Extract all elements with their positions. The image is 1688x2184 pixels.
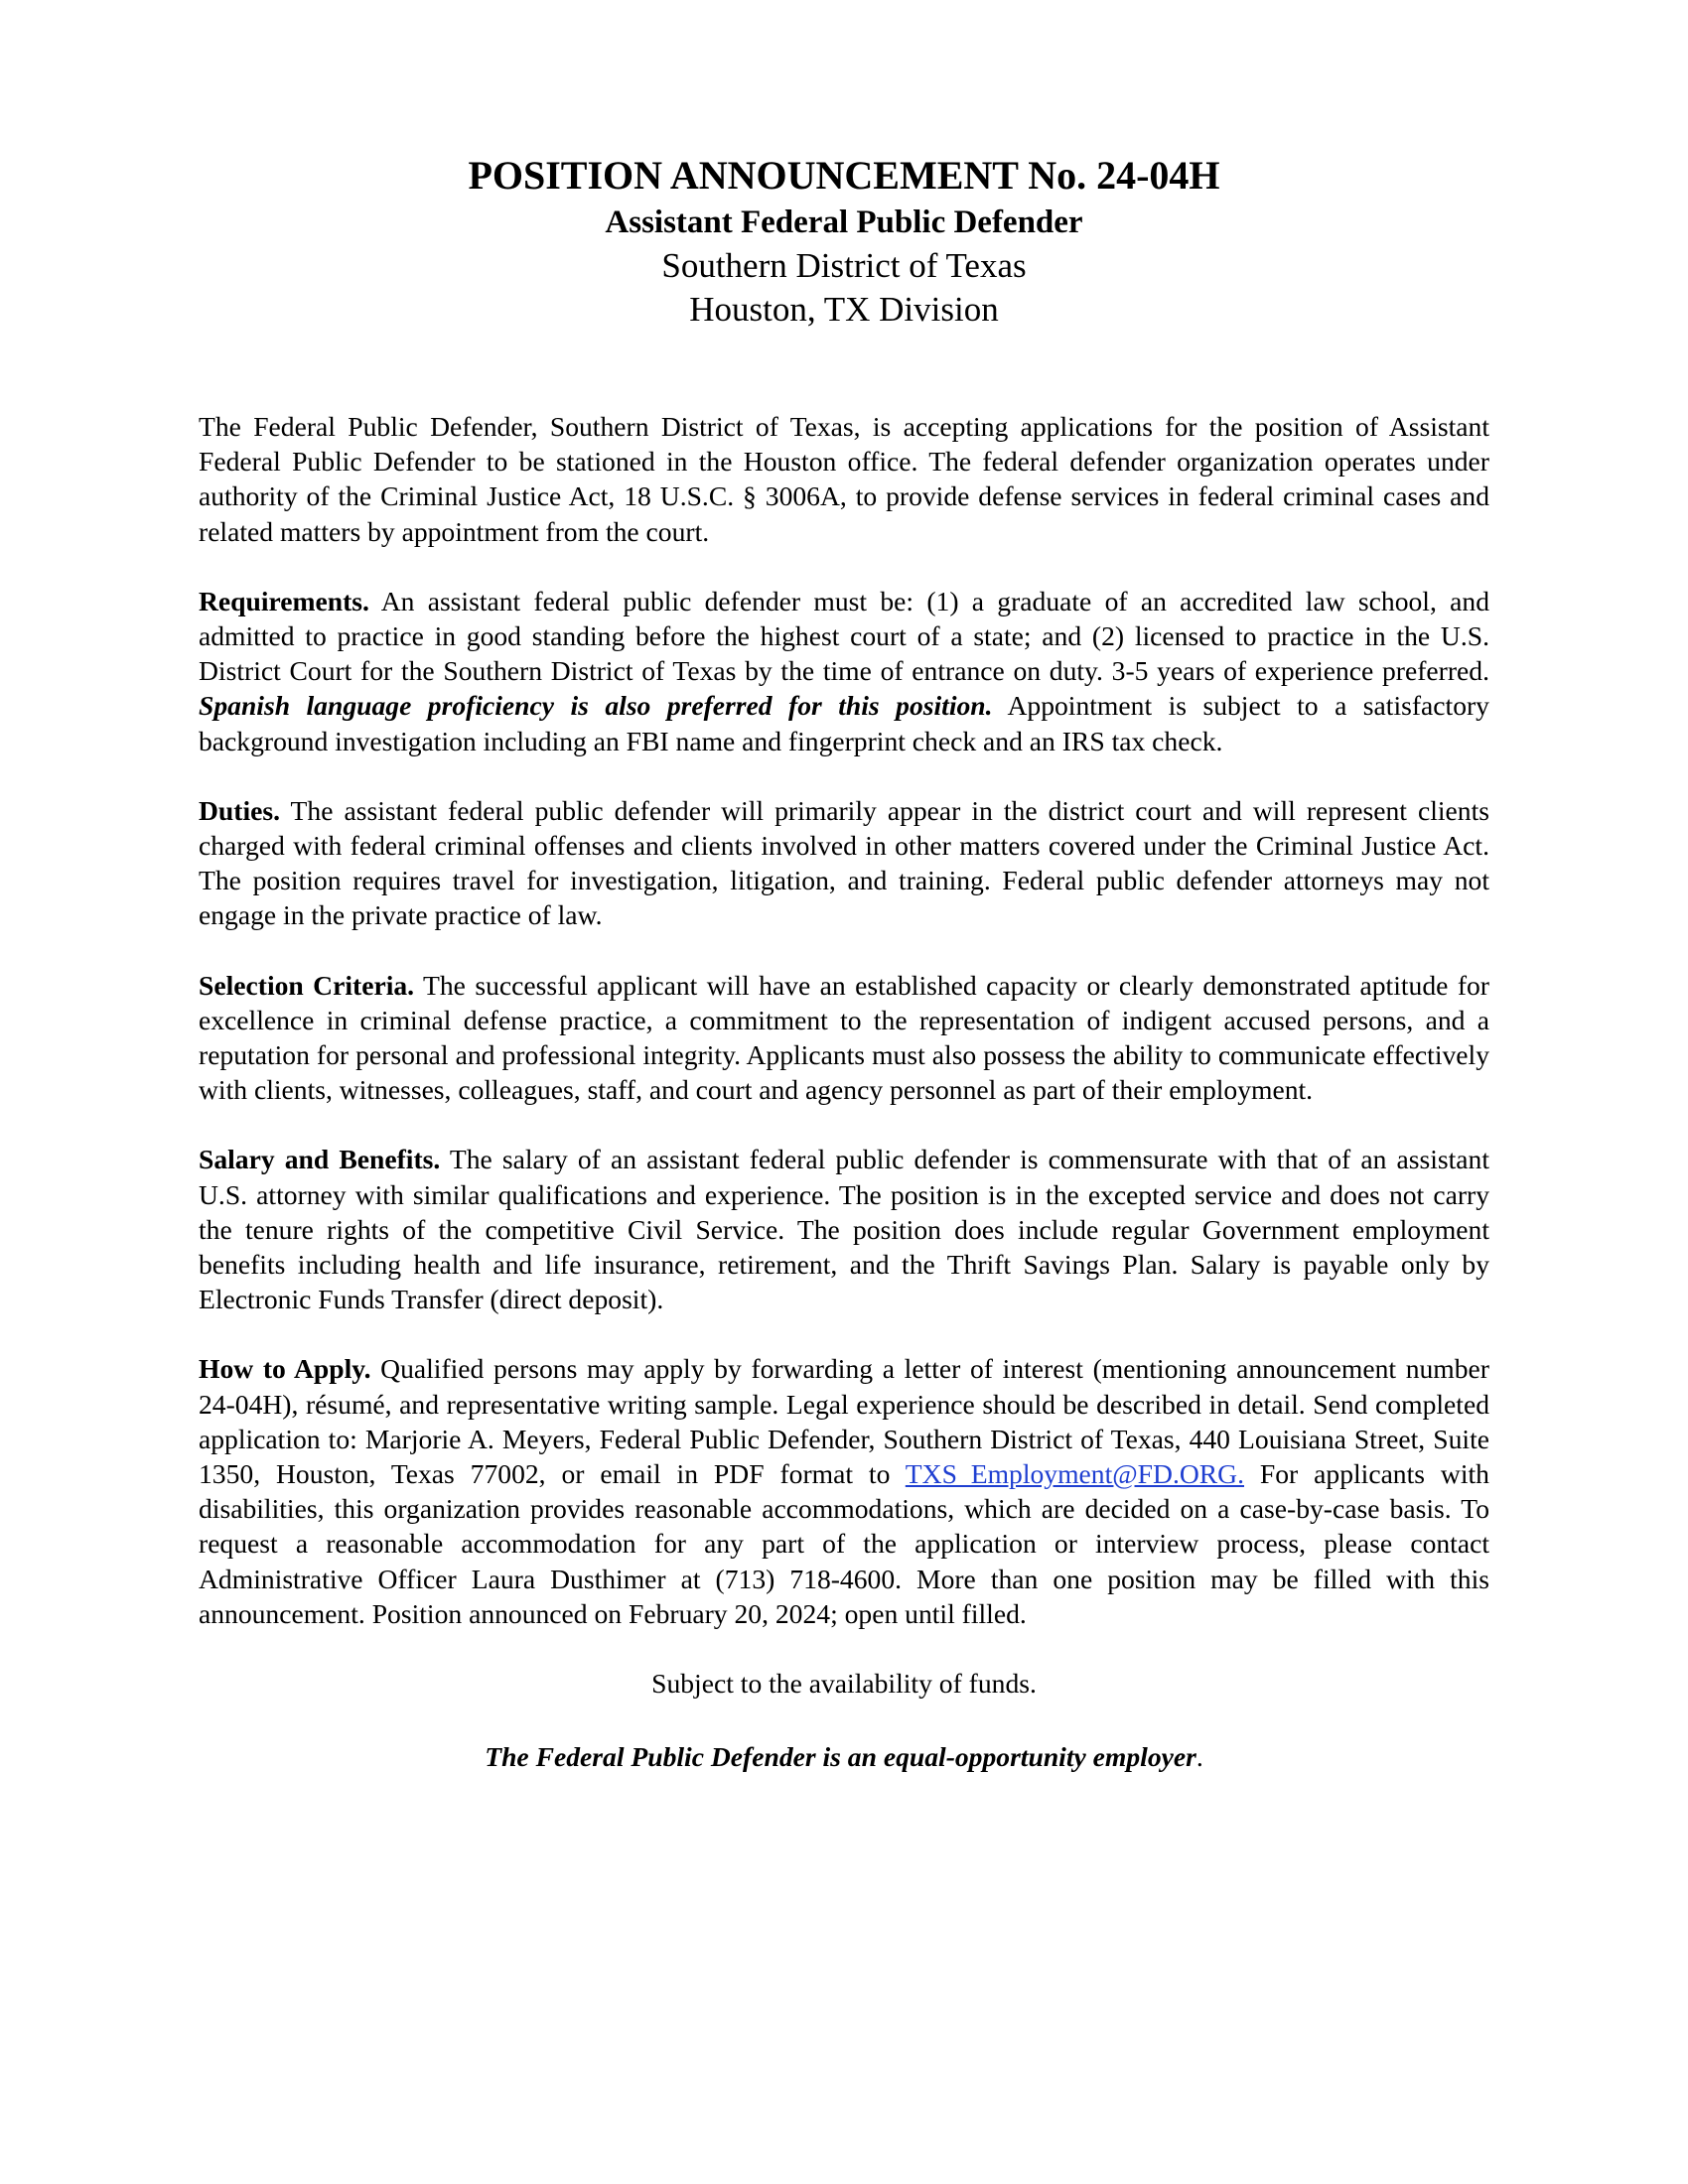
salary-benefits-paragraph [199, 1142, 1489, 1316]
salary-benefits-text: The salary of an assistant federal public defender is commensurate with that of an assistant U.S. attorney with similar qualifications and experience. The position is in the excepted service and does not carry the tenure rights of the competitive Civil Service. The position does include regular Government employment benefits including health and life insurance, retirement, and the Thrift Savings Plan. Salary is payable only by Electronic Funds Transfer (direct deposit). [199, 1144, 1489, 1315]
how-to-apply-text-continued: For applicants with disabilities, this organization provides reasonable accommodations, which are decided on a case-by-case basis. To request a reasonable accommodation for any part of the application or interview process, please contact Administrative Officer Laura Dusthimer at (713) 718-4600. More than one position may be filled with this announcement. Position announced on February 20, 2024; open until filled. [199, 1458, 1489, 1629]
duties-heading: Duties. [199, 794, 281, 826]
announcement-body [199, 409, 1489, 1774]
equal-opportunity-statement [199, 1739, 1489, 1774]
position-title: Assistant Federal Public Defender [605, 205, 1083, 240]
employment-email-link[interactable]: TXS_Employment@FD.ORG. [905, 1458, 1244, 1490]
announcement-title: POSITION ANNOUNCEMENT No. 24-04H [468, 153, 1220, 198]
how-to-apply-paragraph [199, 1351, 1489, 1631]
how-to-apply-heading: How to Apply. [199, 1353, 371, 1385]
salary-benefits-heading: Salary and Benefits. [199, 1144, 441, 1175]
requirements-paragraph [199, 584, 1489, 758]
equal-opportunity-period: . [1196, 1741, 1203, 1773]
equal-opportunity-text: The Federal Public Defender is an equal-opportunity employer [485, 1741, 1196, 1773]
announcement-page [199, 149, 1489, 1774]
requirements-text-continued: Appointment is subject to a satisfactory background investigation including an FBI name and fingerprint check and an IRS tax check. [199, 690, 1489, 756]
spanish-preference-note: Spanish language proficiency is also preferred for this position. [199, 690, 993, 722]
selection-criteria-paragraph [199, 968, 1489, 1108]
how-to-apply-text: Qualified persons may apply by forwarding a letter of interest (mentioning announcement number 24-04H), résumé, and representative writing sample. Legal experience should be described in detail. Send completed application to: Marjorie A. Meyers, Federal Public Defender, Southern District of Texas, 440 Louisiana Street, Suite 1350, Houston, Texas 77002, or email in PDF format to [199, 1353, 1489, 1490]
requirements-text: An assistant federal public defender must be: (1) a graduate of an accredited law school, and admitted to practice in good standing before the highest court of a state; and (2) licensed to practice in the U.S. District Court for the Southern District of Texas by the time of entrance on duty. 3-5 years of experience preferred. [199, 585, 1489, 687]
funds-availability-note: Subject to the availability of funds. [651, 1668, 1037, 1700]
selection-criteria-text: The successful applicant will have an established capacity or clearly demonstrated aptitude for excellence in criminal defense practice, a commitment to the representation of indigent accused persons, and a reputation for personal and professional integrity. Applicants must also possess the ability to communicate effectively with clients, witnesses, colleagues, staff, and court and agency personnel as part of their employment. [199, 969, 1489, 1106]
duties-text: The assistant federal public defender will primarily appear in the district court and will represent clients charged with federal criminal offenses and clients involved in other matters covered under the Criminal Justice Act. The position requires travel for investigation, litigation, and training. Federal public defender attorneys may not engage in the private practice of law. [199, 794, 1489, 931]
requirements-heading: Requirements. [199, 585, 369, 616]
selection-criteria-heading: Selection Criteria. [199, 969, 415, 1001]
intro-paragraph: The Federal Public Defender, Southern District of Texas, is accepting applications for the position of Assistant Federal Public Defender to be stationed in the Houston office. The federal defender organization operates under authority of the Criminal Justice Act, 18 U.S.C. § 3006A, to provide defense services in federal criminal cases and related matters by appointment from the court. [199, 411, 1489, 547]
division-name: Houston, TX Division [689, 290, 999, 329]
announcement-header [199, 149, 1489, 332]
duties-paragraph [199, 793, 1489, 933]
district-name: Southern District of Texas [661, 246, 1027, 285]
